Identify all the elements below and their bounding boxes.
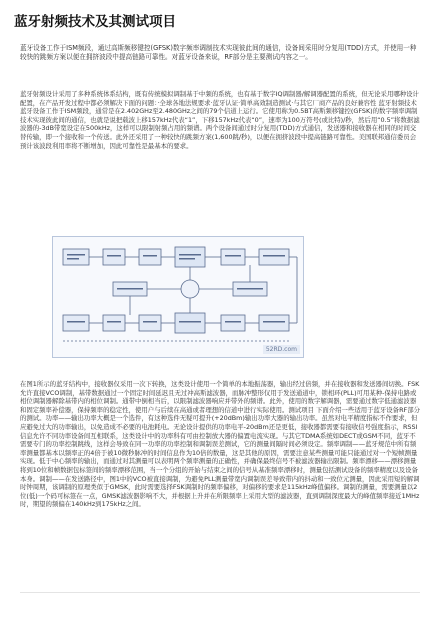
page-bottom-divider — [20, 592, 420, 593]
body-paragraph-tests: 在图1所示的蓝牙结构中，接收器仅采用一次下转换，这类设计使用一个简单的本地振荡器，输出经过倍频，并在接收器和发送器间切换。FSK允许直接VCO调制，基带数据通过一个固定时间延迟且无过冲高斯滤波器，而脉冲整形仅用于发送通道中，锁相环(PLL)可用某种-保持电路或相位调制器解除基带内的相位调制。通带中倒相当后，以限制滤波器响应并带外的频谱。此外，使用的数字解调器，需要通过数字低通滤波器和固定频率补偿器，保持频率的稳定性，使用户与后续在高通或者理想的信道中进行实际使用。测试项目 下面介绍一些适用于蓝牙设备RF部分的测试。功率——输出功率大概是一个选件，有这种选件无疑可提升(+20dBm)输出功率大器的输出功率。虽然对电平精度指标不作要求，但应避免过大的功率输出，以免造成不必要的电池耗电。无论设计提供的功率电平-20dBm还是更低，接收器都需要有接收信号强度指示，RSSI信息允许不同功率设备间互相联系，这类设计中的功率科有可由控制放大器的偏置电流实现。与其它TDMA系统如DECT或GSM不同，蓝牙不需要专门的功率控制跳线，这样会导致在同一功率的功率控制和调制误差测试，它的测量间隔时间必须设定。频率调制——蓝牙规范中所有频率测量都基本以频率正的4倍于被10微秒脉冲的时间信息作为10倍的数量，这是其他的原因，需要注意某些测量可能只能通过对一个短帧测量实现。低于中心频率的输出，而通过对其测量可以表明两个频率测量的正确性，并确保最终信号不被滤波器输出限制。频率漂移——漂移测量将到10位和帧数据包标签间的频率漂移范围，当一个分组的开始与结束之间的信号从基准频率漂移时，测量包括测试设备的频率精度以及设备本身。调制——在发送路径中，图1中的VCO被直接调制，为避免PLL测量带宽内调制误差导致带内的抖动和一致位元测量，因此采用短的解调时钟周期，该调制的原理类似于GMSK，此时需要选择FSK调制时的频率偏移，对偏移的要求是115kHz峰值偏移。调制的测量，需要测量以2位(低)一个码可标签在一点，GMSK滤波器影响不大，并根据上升并在所限频率上采用大型的滤波器，直到调制深度最大的峰值频率接近1MHz时，期望的频偏在140kHz到175kHz之间。 — [20, 380, 420, 509]
watermark-label: 52RD.com — [263, 345, 300, 354]
block-diagram-drawing — [53, 237, 303, 357]
intro-paragraph: 蓝牙设备工作于ISM频段，通过高斯频移键控(GFSK)数字频率调制技术实现彼此间的通信，设备间采用时分复用(TDD)方式，并使用一种较快的跳频方案以便在拥挤波段中提高链路可靠性。对蓝牙设备来说，RF部分是主要测试内容之一。 — [20, 44, 417, 61]
page-title: 蓝牙射频技术及其测试项目 — [14, 14, 176, 30]
bluetooth-block-diagram — [52, 236, 304, 358]
body-paragraph-architecture: 蓝牙射频设计采用了多种系统体系结构，既有传统模拟调制基于中频的系统，也有基于数字IQ调制器/解调器配置的系统，但无论采用哪种设计配置，在产品开发过程中都必须解决下面的问题：·全球各地法规要求·蓝牙认证·简单高效制造测试·与其它厂商产品的良好兼容性 蓝牙射频技术 蓝牙设备工作于ISM频段，通常是在2.402GHz至2.480GHz之间的79个信道上运行。它使用称为0.5BT高斯频移键控(GFSK)的数字频率调制技术实现彼此间的通信，也就是说把载波上移157kHz代表“1”，下移157kHz代表“0”，速率为100万符号(或比特)/秒，然后用“0.5”将数据滤波器的-3dB带宽设定在500kHz，这样可以限制射频占用的频谱。两个设备间通过时分复用(TDD)方式通信，发送器和接收器在相同的时间交替传输，即一个接收和一个传送。此外还采用了一种较快的跳频方案(1,600跳/秒)，以便在拥挤波段中提高链路可靠性。美国联邦通信委员会预计该波段利用率将不断增加，因此可靠性是最基本的要求。 — [20, 90, 420, 150]
